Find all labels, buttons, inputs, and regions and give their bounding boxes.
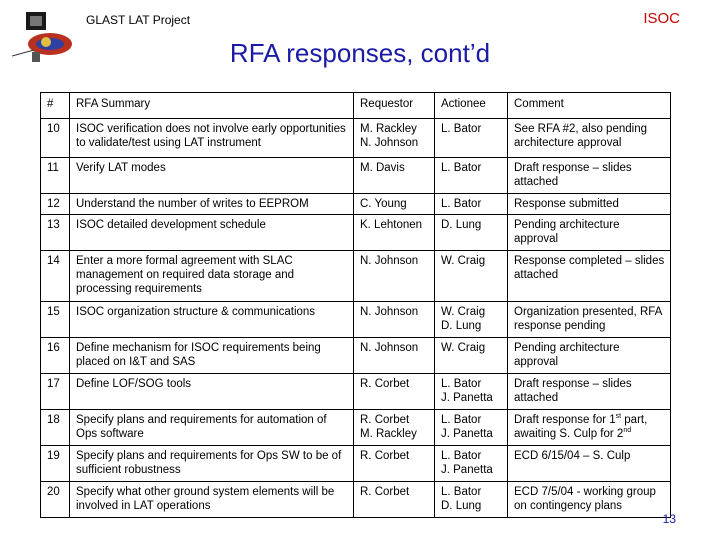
cell-summary: Enter a more formal agreement with SLAC management on required data storage and processing requirements bbox=[70, 251, 354, 302]
cell-actionee bbox=[435, 215, 508, 251]
cell-comment: Pending architecture approval bbox=[508, 338, 671, 374]
requestor-name: K. Lehtonen bbox=[360, 219, 423, 231]
requestor-name: R. Corbet bbox=[360, 450, 410, 462]
actionee-name: L. Bator bbox=[441, 123, 482, 135]
ordinal-suffix: st bbox=[615, 413, 622, 421]
cell-comment: ECD 6/15/04 – S. Culp bbox=[508, 446, 671, 482]
cell-actionee bbox=[435, 251, 508, 302]
actionee-name: L. Bator bbox=[441, 162, 482, 174]
requestor-name: M. Rackley bbox=[360, 123, 417, 135]
comment-text: part, awaiting S. Culp for 2 bbox=[514, 414, 648, 440]
cell-requestor bbox=[354, 338, 435, 374]
cell-actionee bbox=[435, 446, 508, 482]
isoc-label: ISOC bbox=[643, 10, 680, 27]
cell-num: 16 bbox=[41, 338, 70, 374]
cell-comment: ECD 7/5/04 - working group on contingency plans bbox=[508, 482, 671, 518]
cell-comment: Draft response – slides attached bbox=[508, 158, 671, 194]
ordinal-suffix: nd bbox=[623, 427, 632, 435]
col-header-num: # bbox=[41, 93, 70, 119]
requestor-name: N. Johnson bbox=[360, 137, 419, 149]
cell-actionee bbox=[435, 194, 508, 215]
actionee-name: J. Panetta bbox=[441, 392, 493, 404]
cell-actionee bbox=[435, 338, 508, 374]
actionee-name: D. Lung bbox=[441, 500, 482, 512]
cell-requestor bbox=[354, 194, 435, 215]
cell-requestor bbox=[354, 215, 435, 251]
cell-summary: ISOC verification does not involve early opportunities to validate/test using LAT instrument bbox=[70, 119, 354, 158]
cell-num: 18 bbox=[41, 410, 70, 446]
cell-actionee bbox=[435, 410, 508, 446]
requestor-name: N. Johnson bbox=[360, 342, 419, 354]
col-header-actionee: Actionee bbox=[435, 93, 508, 119]
slide-title: RFA responses, cont’d bbox=[229, 38, 491, 68]
actionee-name: L. Bator bbox=[441, 378, 482, 390]
cell-comment bbox=[508, 410, 671, 446]
cell-num: 11 bbox=[41, 158, 70, 194]
table-row bbox=[41, 302, 671, 338]
table-row bbox=[41, 338, 671, 374]
cell-requestor bbox=[354, 446, 435, 482]
cell-summary: Define mechanism for ISOC requirements being placed on I&T and SAS bbox=[70, 338, 354, 374]
actionee-name: L. Bator bbox=[441, 414, 482, 426]
actionee-name: J. Panetta bbox=[441, 428, 493, 440]
table-row bbox=[41, 251, 671, 302]
requestor-name: N. Johnson bbox=[360, 306, 419, 318]
cell-requestor bbox=[354, 482, 435, 518]
requestor-name: R. Corbet bbox=[360, 486, 410, 498]
cell-comment: Response completed – slides attached bbox=[508, 251, 671, 302]
col-header-summary: RFA Summary bbox=[70, 93, 354, 119]
cell-comment: Draft response – slides attached bbox=[508, 374, 671, 410]
cell-num: 19 bbox=[41, 446, 70, 482]
table-row bbox=[41, 410, 671, 446]
requestor-name: N. Johnson bbox=[360, 255, 419, 267]
cell-actionee bbox=[435, 119, 508, 158]
cell-requestor bbox=[354, 251, 435, 302]
actionee-name: D. Lung bbox=[441, 219, 482, 231]
requestor-name: C. Young bbox=[360, 198, 407, 210]
cell-comment: Pending architecture approval bbox=[508, 215, 671, 251]
cell-actionee bbox=[435, 158, 508, 194]
comment-text: Draft response for 1 bbox=[514, 414, 616, 426]
page-number: 13 bbox=[662, 512, 676, 526]
cell-requestor bbox=[354, 410, 435, 446]
actionee-name: W. Craig bbox=[441, 306, 486, 318]
table-header-row bbox=[41, 93, 671, 119]
requestor-name: M. Davis bbox=[360, 162, 405, 174]
cell-comment: Organization presented, RFA response pending bbox=[508, 302, 671, 338]
project-name: GLAST LAT Project bbox=[86, 13, 191, 27]
actionee-name: W. Craig bbox=[441, 342, 486, 354]
actionee-name: J. Panetta bbox=[441, 464, 493, 476]
cell-summary: Verify LAT modes bbox=[70, 158, 354, 194]
table-row bbox=[41, 446, 671, 482]
table-row bbox=[41, 194, 671, 215]
cell-requestor bbox=[354, 302, 435, 338]
cell-summary: ISOC detailed development schedule bbox=[70, 215, 354, 251]
cell-summary: Specify plans and requirements for Ops SW to be of sufficient robustness bbox=[70, 446, 354, 482]
cell-requestor bbox=[354, 374, 435, 410]
cell-summary: Understand the number of writes to EEPROM bbox=[70, 194, 354, 215]
cell-comment: Response submitted bbox=[508, 194, 671, 215]
actionee-name: D. Lung bbox=[441, 320, 482, 332]
rfa-table bbox=[40, 92, 671, 518]
actionee-name: L. Bator bbox=[441, 450, 482, 462]
cell-summary: Define LOF/SOG tools bbox=[70, 374, 354, 410]
actionee-name: L. Bator bbox=[441, 486, 482, 498]
cell-requestor bbox=[354, 119, 435, 158]
cell-num: 13 bbox=[41, 215, 70, 251]
cell-summary: Specify plans and requirements for automation of Ops software bbox=[70, 410, 354, 446]
cell-num: 10 bbox=[41, 119, 70, 158]
cell-comment: See RFA #2, also pending architecture approval bbox=[508, 119, 671, 158]
cell-actionee bbox=[435, 482, 508, 518]
actionee-name: W. Craig bbox=[441, 255, 486, 267]
cell-summary: Specify what other ground system elements will be involved in LAT operations bbox=[70, 482, 354, 518]
table-row bbox=[41, 158, 671, 194]
col-header-requestor: Requestor bbox=[354, 93, 435, 119]
table-row bbox=[41, 374, 671, 410]
cell-num: 17 bbox=[41, 374, 70, 410]
col-header-comment: Comment bbox=[508, 93, 671, 119]
cell-actionee bbox=[435, 302, 508, 338]
cell-actionee bbox=[435, 374, 508, 410]
cell-num: 20 bbox=[41, 482, 70, 518]
table-row bbox=[41, 482, 671, 518]
requestor-name: R. Corbet bbox=[360, 414, 410, 426]
table-row bbox=[41, 215, 671, 251]
requestor-name: R. Corbet bbox=[360, 378, 410, 390]
cell-num: 15 bbox=[41, 302, 70, 338]
actionee-name: L. Bator bbox=[441, 198, 482, 210]
cell-requestor bbox=[354, 158, 435, 194]
table-row bbox=[41, 119, 671, 158]
cell-summary: ISOC organization structure & communications bbox=[70, 302, 354, 338]
requestor-name: M. Rackley bbox=[360, 428, 417, 440]
cell-num: 12 bbox=[41, 194, 70, 215]
cell-num: 14 bbox=[41, 251, 70, 302]
